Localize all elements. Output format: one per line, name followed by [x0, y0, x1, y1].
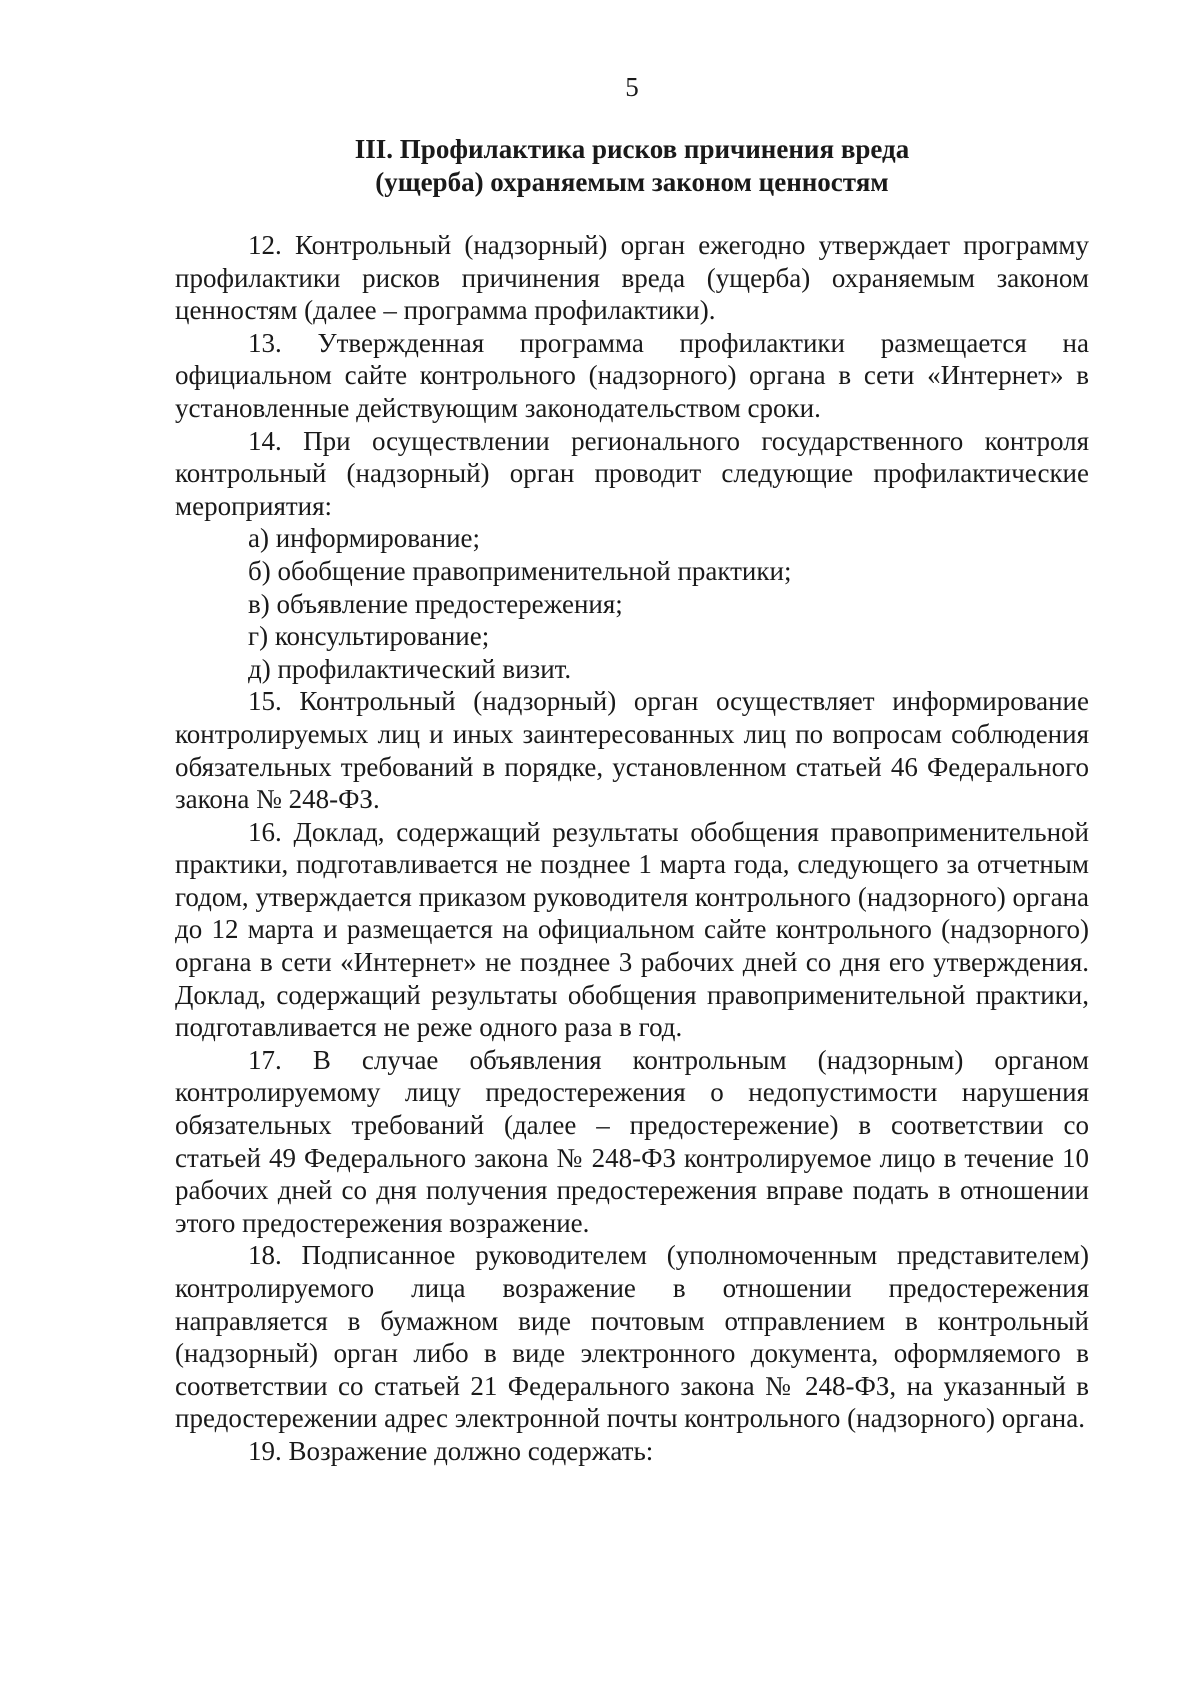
list-item-a: а) информирование; [248, 523, 481, 554]
section-title-line-1: III. Профилактика рисков причинения вреда [354, 134, 910, 164]
list-item-d: д) профилактический визит. [248, 653, 572, 684]
document-body [175, 229, 1089, 1468]
paragraph-16: 16. Доклад, содержащий результаты обобщения правоприменительной практики, подготавливается не позднее 1 марта года, следующего за отчетным годом, утверждается приказом руководителя контрольного (надзорного) органа до 12 марта и размещается на официальном сайте контрольного (надзорного) органа в сети «Интернет» не позднее 3 рабочих дней со дня его утверждения. Доклад, содержащий результаты обобщения правоприменительной практики, подготавливается не реже одного раза в год. [175, 816, 1089, 1043]
paragraph-15: 15. Контрольный (надзорный) орган осуществляет информирование контролируемых лиц и иных заинтересованных лиц по вопросам соблюдения обязательных требований в порядке, установленном статьей 46 Федерального закона № 248-ФЗ. [175, 686, 1089, 815]
section-title [175, 133, 1089, 199]
document-page [175, 0, 1089, 1697]
list-item-v: в) объявление предостережения; [248, 588, 623, 619]
section-title-line-2: (ущерба) охраняемым законом ценностям [375, 167, 889, 197]
list-item-g: г) консультирование; [248, 621, 490, 652]
paragraph-14: 14. При осуществлении регионального государственного контроля контрольный (надзорный) орган проводит следующие профилактические мероприятия: [175, 425, 1089, 521]
list-item-b: б) обобщение правоприменительной практики; [248, 555, 792, 586]
paragraph-13: 13. Утвержденная программа профилактики размещается на официальном сайте контрольного (надзорного) органа в сети «Интернет» в установленные действующим законодательством сроки. [175, 327, 1089, 423]
page-number: 5 [625, 72, 639, 102]
paragraph-12: 12. Контрольный (надзорный) орган ежегодно утверждает программу профилактики рисков причинения вреда (ущерба) охраняемым законом ценностям (далее – программа профилактики). [175, 230, 1089, 326]
paragraph-19: 19. Возражение должно содержать: [248, 1435, 654, 1466]
paragraph-17: 17. В случае объявления контрольным (надзорным) органом контролируемому лицу предостережения о недопустимости нарушения обязательных требований (далее – предостережение) в соответствии со статьей 49 Федерального закона № 248-ФЗ контролируемое лицо в течение 10 рабочих дней со дня получения предостережения вправе подать в отношении этого предостережения возражение. [175, 1044, 1089, 1238]
paragraph-18: 18. Подписанное руководителем (уполномоченным представителем) контролируемого лица возражение в отношении предостережения направляется в бумажном виде почтовым отправлением в контрольный (надзорный) орган либо в виде электронного документа, оформляемого в соответствии со статьей 21 Федерального закона № 248-ФЗ, на указанный в предостережении адрес электронной почты контрольного (надзорного) органа. [175, 1240, 1089, 1434]
